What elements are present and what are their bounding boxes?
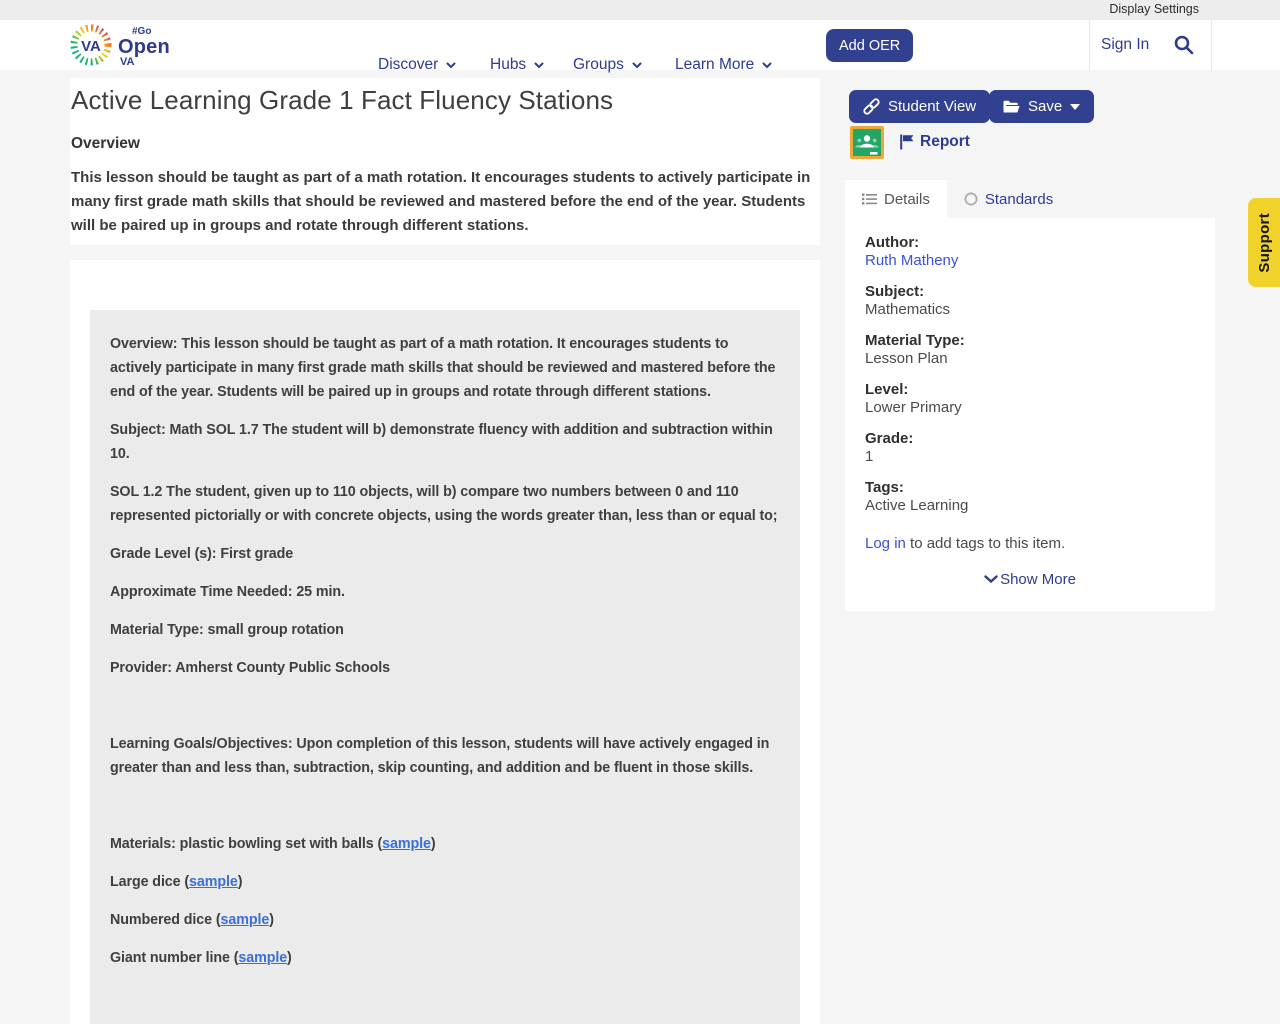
nav-discover-label: Discover: [378, 56, 439, 73]
google-classroom-share-button[interactable]: [850, 126, 884, 159]
tags-field: [865, 479, 1195, 515]
tab-standards[interactable]: [947, 180, 1070, 218]
support-tab-label: Support: [1255, 212, 1273, 273]
nav-learn-more-label: Learn More: [675, 56, 755, 73]
chevron-down-icon: [984, 575, 998, 584]
chevron-down-icon: [534, 62, 544, 69]
list-icon: [862, 193, 877, 205]
search-button[interactable]: [1173, 34, 1194, 58]
subject-field: [865, 283, 1195, 319]
doc-subject-paragraph: Subject: Math SOL 1.7 The student will b) demonstrate fluency with addition and subtraction within 10.: [110, 422, 773, 462]
sample-link[interactable]: sample: [220, 912, 270, 928]
support-tab[interactable]: [1248, 198, 1280, 287]
login-to-tag-line: [865, 535, 1195, 552]
details-panel: [845, 218, 1215, 611]
top-settings-bar: [0, 0, 1280, 20]
google-classroom-icon: [853, 129, 881, 156]
doc-goals-paragraph: Learning Goals/Objectives: Upon completion of this lesson, students will have actively engaged in greater than and less than, subtraction, skip counting, and addition and be fluent in those skills.: [110, 736, 770, 776]
show-more-label: Show More: [1000, 571, 1076, 588]
logo-wordmark: #Go Open VA: [118, 26, 170, 68]
student-view-button[interactable]: [849, 90, 990, 123]
details-standards-tabs: [845, 180, 1070, 218]
chevron-down-icon: [762, 62, 772, 69]
doc-spacer: [110, 794, 780, 818]
add-oer-button[interactable]: Add OER: [826, 29, 913, 62]
tags-label: Tags:: [865, 479, 904, 496]
tab-details[interactable]: [845, 180, 947, 218]
nav-discover[interactable]: [378, 56, 456, 74]
doc-numbered-dice-line: [110, 908, 780, 932]
sign-in-link[interactable]: Sign In: [1101, 36, 1150, 53]
sample-link[interactable]: sample: [189, 874, 238, 890]
search-icon: [1173, 34, 1194, 55]
author-field: [865, 234, 1195, 270]
show-more-button[interactable]: [865, 571, 1195, 588]
grade-label: Grade:: [865, 430, 914, 447]
doc-large-dice-line: [110, 870, 780, 894]
author-label: Author:: [865, 234, 920, 251]
sample-link[interactable]: sample: [382, 836, 431, 852]
site-header: [0, 20, 1280, 73]
grade-value: 1: [865, 448, 874, 465]
doc-number-line-close: ): [287, 950, 292, 966]
sample-link[interactable]: sample: [238, 950, 288, 966]
overview-paragraph: This lesson should be taught as part of a math rotation. It encourages students to actively participate in many first grade math skills that should be reviewed and mastered before the end of the year. Students will be paired up in groups and rotate through different stations.: [71, 169, 811, 234]
logo-ring-icon: [68, 22, 114, 73]
doc-materials-close: ): [430, 836, 436, 852]
doc-provider-line: Provider: Amherst County Public Schools: [110, 660, 390, 676]
nav-hubs-label: Hubs: [490, 56, 527, 73]
material-type-value: Lesson Plan: [865, 350, 948, 367]
flag-icon: [900, 134, 915, 150]
chevron-down-icon: [446, 62, 456, 69]
svg-text:VA: VA: [81, 38, 101, 55]
header-divider: [1089, 20, 1090, 70]
lesson-content-card: [70, 260, 820, 1024]
subject-value: Mathematics: [865, 301, 951, 318]
doc-spacer: [110, 694, 780, 718]
report-link[interactable]: [900, 133, 970, 151]
student-view-label: Student View: [888, 98, 977, 115]
level-value: Lower Primary: [865, 399, 962, 416]
doc-materials-line: [110, 832, 780, 856]
chevron-down-icon: [632, 62, 642, 69]
doc-materials-text: Materials: plastic bowling set with balls (: [110, 836, 383, 852]
display-settings-link[interactable]: Display Settings: [1109, 2, 1199, 16]
save-button[interactable]: [989, 90, 1094, 123]
circle-icon: [964, 192, 978, 206]
goopenva-logo[interactable]: [68, 22, 170, 73]
link-icon: [863, 98, 880, 115]
level-label: Level:: [865, 381, 909, 398]
material-type-label: Material Type:: [865, 332, 965, 349]
tab-details-label: Details: [884, 190, 930, 208]
page-title: Active Learning Grade 1 Fact Fluency Stations: [71, 85, 614, 115]
login-suffix: to add tags to this item.: [905, 535, 1066, 552]
doc-large-dice-text: Large dice (: [110, 874, 190, 890]
level-field: [865, 381, 1195, 417]
nav-hubs[interactable]: [490, 56, 544, 74]
doc-large-dice-close: ): [237, 874, 243, 890]
save-label: Save: [1028, 98, 1063, 115]
nav-groups-label: Groups: [573, 56, 624, 73]
doc-material-type-line: Material Type: small group rotation: [110, 622, 344, 638]
doc-sol-paragraph: SOL 1.2 The student, given up to 110 objects, will b) compare two numbers between 0 and 110 represented pictorially or with concrete objects, using the words greater than, less than or equal to;: [110, 484, 778, 524]
report-label: Report: [920, 133, 970, 150]
material-type-field: [865, 332, 1195, 368]
doc-number-line-text: Giant number line (: [110, 950, 239, 966]
nav-groups[interactable]: [573, 56, 642, 74]
tags-value: Active Learning: [865, 497, 969, 514]
tab-standards-label: Standards: [984, 190, 1054, 208]
doc-time-needed-line: Approximate Time Needed: 25 min.: [110, 584, 345, 600]
author-link[interactable]: Ruth Matheny: [865, 252, 959, 269]
grade-field: [865, 430, 1195, 466]
doc-number-line-line: [110, 946, 780, 970]
header-divider: [1211, 20, 1212, 70]
log-in-link[interactable]: Log in: [865, 535, 906, 552]
subject-label: Subject:: [865, 283, 925, 300]
doc-numbered-dice-text: Numbered dice (: [110, 912, 221, 928]
overview-heading: Overview: [71, 135, 140, 152]
doc-numbered-dice-close: ): [269, 912, 274, 928]
doc-grade-level-line: Grade Level (s): First grade: [110, 546, 294, 562]
lesson-document-viewer[interactable]: [90, 310, 800, 1024]
caret-down-icon: [1070, 104, 1080, 110]
folder-icon: [1003, 100, 1020, 114]
nav-learn-more[interactable]: [675, 56, 772, 74]
doc-overview-paragraph: Overview: This lesson should be taught as part of a math rotation. It encourages students to actively participate in many first grade math skills that should be reviewed and mastered before the end of the year. Students will be paired up in groups and rotate through different stations.: [110, 336, 776, 400]
